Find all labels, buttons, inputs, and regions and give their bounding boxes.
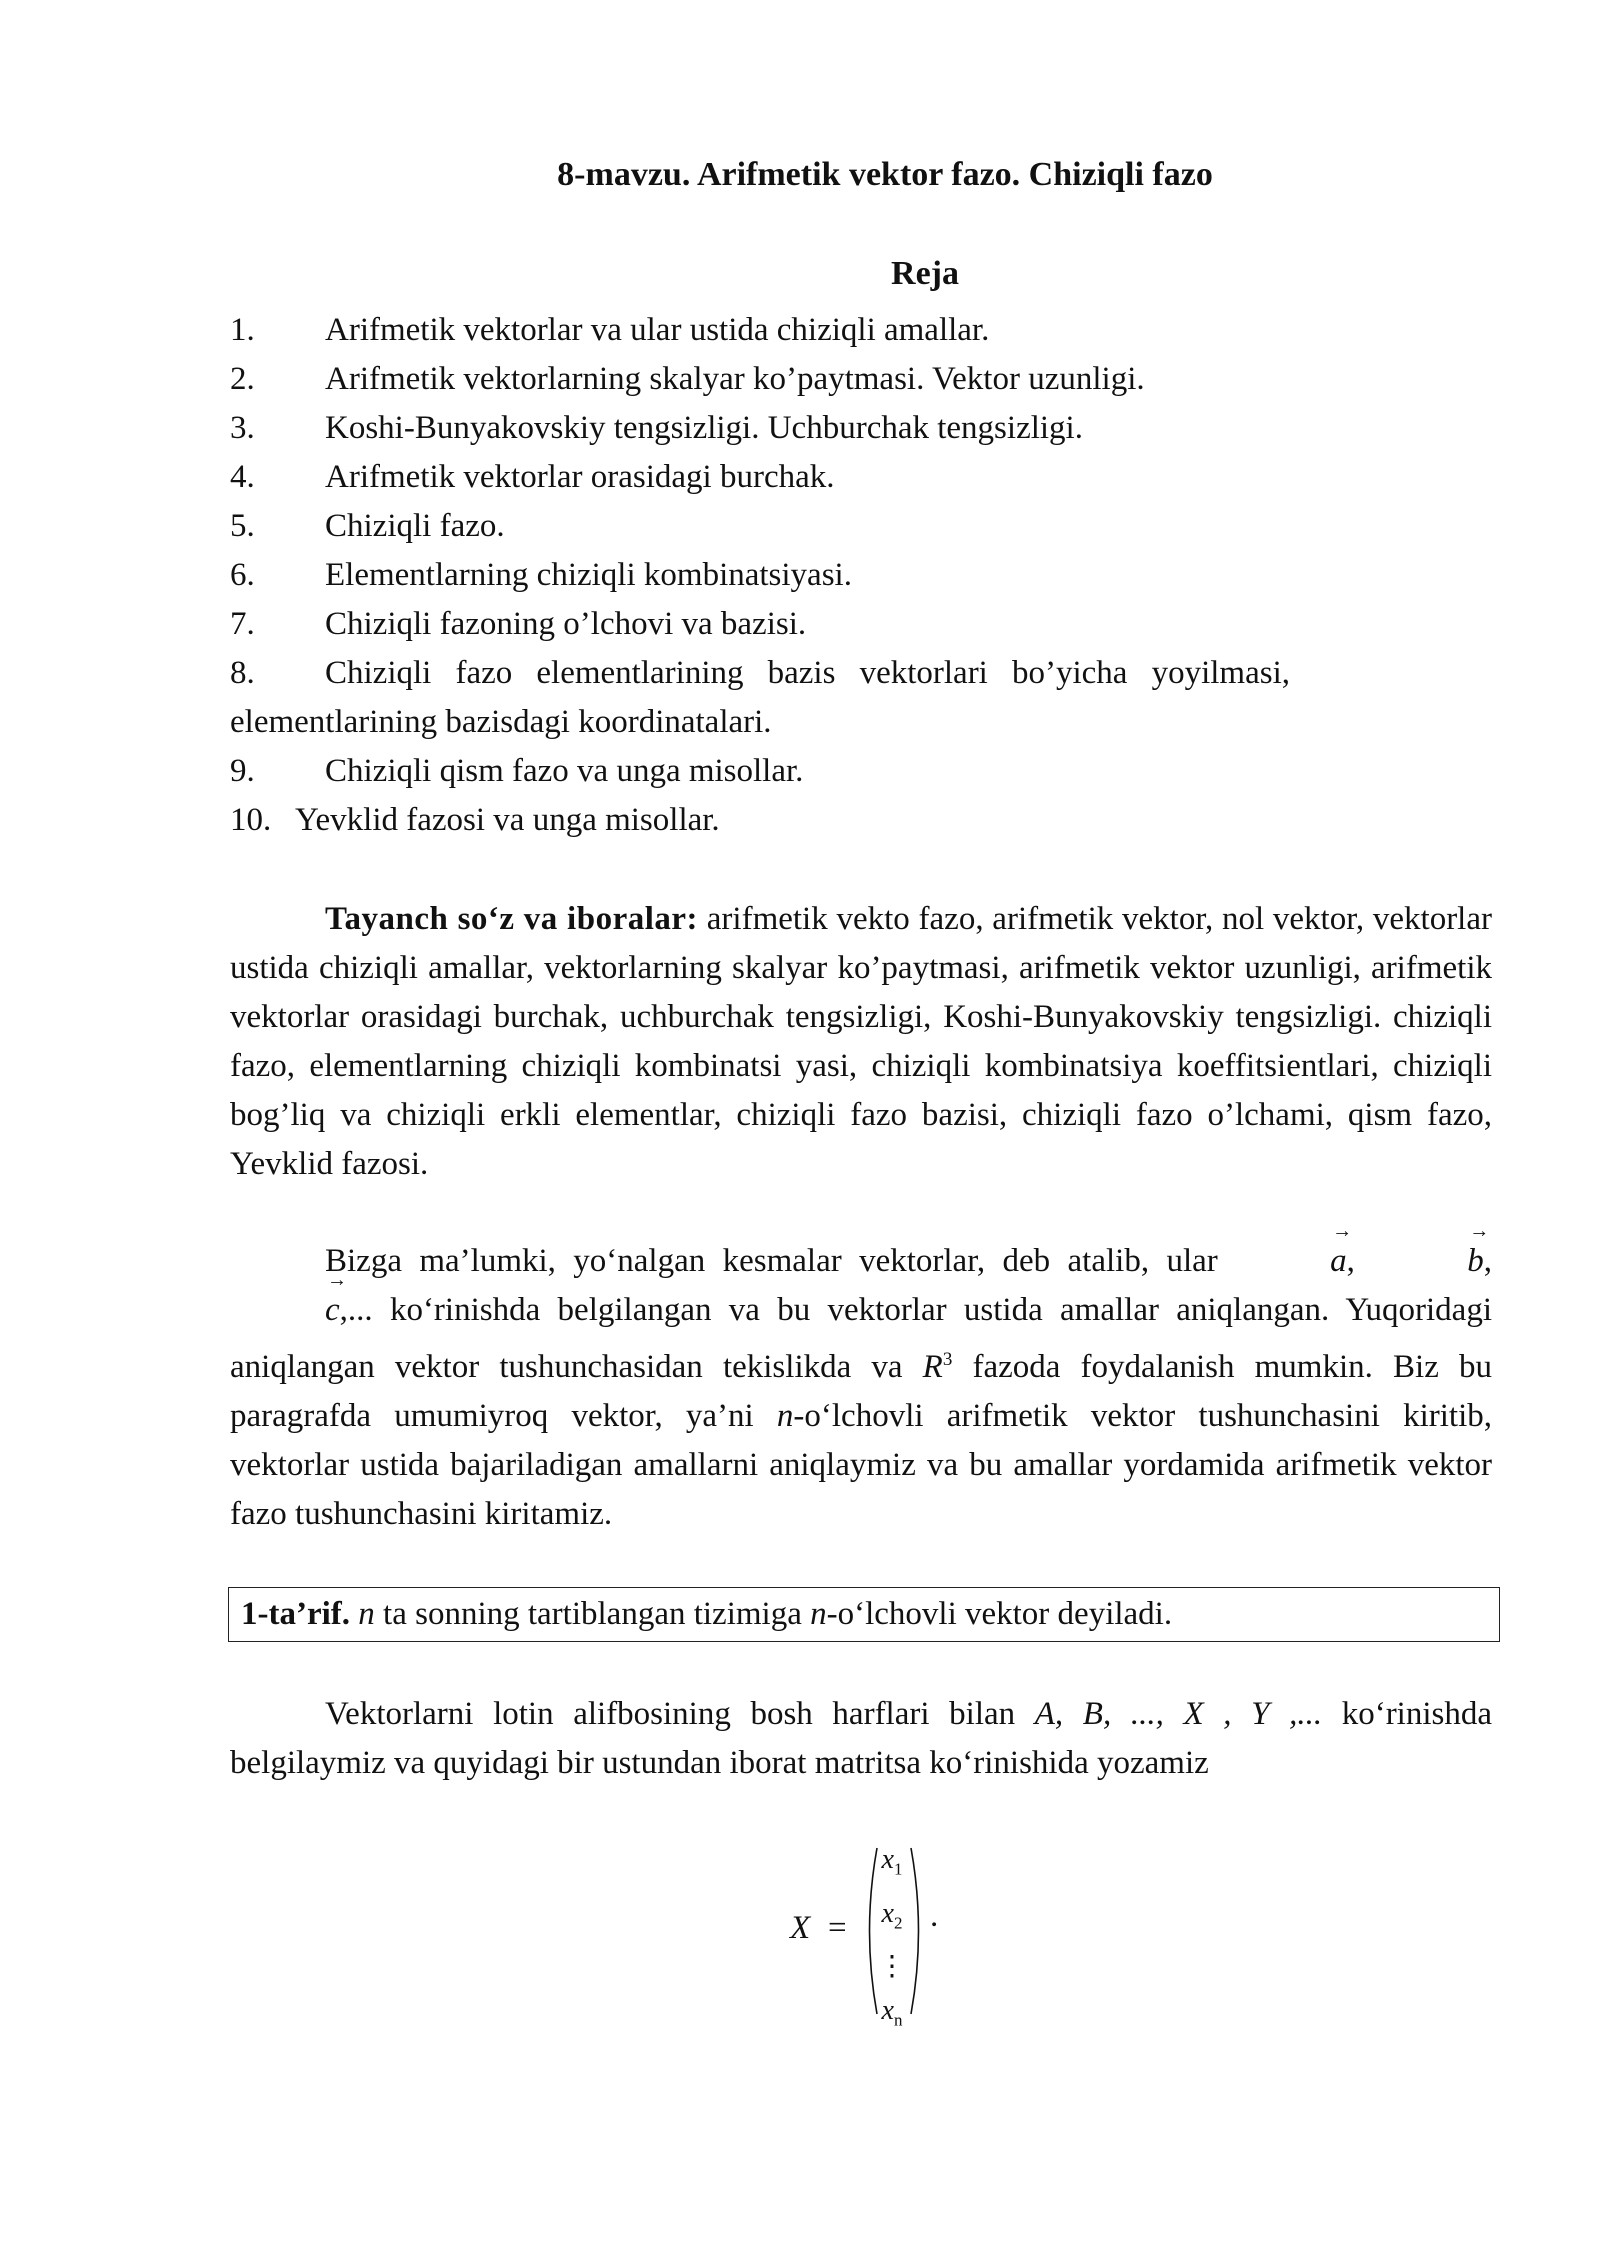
vector-a: → a bbox=[1235, 1237, 1347, 1286]
formula-period: . bbox=[930, 1898, 939, 1934]
list-item bbox=[230, 306, 1385, 355]
list-item-text: Elementlarning chiziqli kombinatsiyasi. bbox=[325, 557, 852, 593]
list-item-text: Chiziqli fazo elementlarining bazis vektorlari bo’yicha yoyilmasi, elementlarining bazisdagi koordinatalari. bbox=[230, 655, 1290, 740]
list-item bbox=[230, 600, 1385, 649]
component-index: n bbox=[893, 2010, 903, 2030]
space-symbol: R bbox=[922, 1349, 943, 1385]
list-item-number: 2. bbox=[230, 361, 255, 397]
list-item bbox=[230, 796, 1355, 845]
keywords-text: arifmetik vekto fazo, arifmetik vektor, nol vektor, vektorlar ustida chiziqli amallar, vektorlarning skalyar ko’paytmasi, arifmetik vektor uzunligi, arifmetik vektorlar orasidagi burchak, uchburchak tengsizligi, Koshi-Bunyakovskiy tengsizligi. chiziqli fazo, elementlarning chiziqli kombinatsi yasi, chiziqli kombinatsiya koeffitsientlari, chiziqli bog’liq va chiziqli erkli elementlar, chiziqli fazo bazisi, chiziqli fazo o’lchami, qism fazo, Yevklid fazosi. bbox=[230, 901, 1492, 1182]
right-parenthesis bbox=[908, 1846, 928, 2016]
notation-text-2: ko‘rinishda belgilaymiz va quyidagi bir ustundan iborat matritsa ko‘rinishida yozamiz bbox=[230, 1696, 1493, 1781]
list-item-number: 8. bbox=[230, 655, 255, 691]
document-page bbox=[230, 150, 1500, 2030]
n-symbol: n bbox=[810, 1596, 827, 1632]
list-item-text: Chiziqli fazo. bbox=[325, 508, 505, 544]
list-item bbox=[230, 551, 1385, 600]
definition-box bbox=[228, 1587, 1500, 1642]
definition-label: 1-ta’rif. bbox=[241, 1596, 351, 1632]
column-vector-formula bbox=[230, 1836, 1492, 2030]
component-symbol: x bbox=[881, 1844, 894, 1875]
intro-paragraph bbox=[230, 1237, 1492, 1539]
intro-text-3: fazoda foydalanish mumkin. Biz bu paragrafda umumiyroq vektor, ya’ni bbox=[230, 1349, 1492, 1434]
component-1 bbox=[872, 1838, 912, 1892]
list-item-text: Yevklid fazosi va unga misollar. bbox=[295, 802, 720, 838]
component-symbol: x bbox=[881, 1897, 894, 1929]
page-title: 8-mavzu. Arifmetik vektor fazo. Chiziqli fazo bbox=[557, 156, 1213, 193]
component-n bbox=[872, 1989, 912, 2043]
list-item bbox=[230, 404, 1385, 453]
notation-text-1: Vektorlarni lotin alifbosining bosh harflari bilan bbox=[325, 1696, 1035, 1732]
vertical-dots: ⋮ bbox=[878, 1951, 906, 1983]
component-index: 1 bbox=[893, 1859, 903, 1879]
list-item-number: 1. bbox=[230, 312, 255, 348]
list-item bbox=[230, 453, 1385, 502]
vector-b: → b bbox=[1372, 1237, 1484, 1286]
list-item bbox=[230, 649, 1290, 747]
n-symbol: n bbox=[358, 1596, 375, 1632]
intro-text-4: -o‘lchovli arifmetik vektor tushunchasini kiritib, vektorlar ustida bajariladigan amallarni aniqlaymiz va bu amallar yordamida arifmetik vektor fazo tushunchasini kiritamiz. bbox=[230, 1398, 1492, 1532]
plan-heading: Reja bbox=[891, 255, 959, 292]
list-item-number: 7. bbox=[230, 606, 255, 642]
component-index: 2 bbox=[893, 1913, 903, 1933]
keywords-label: Tayanch so‘z va iboralar: bbox=[325, 901, 699, 937]
definition-text-1: ta sonning tartiblangan tizimiga bbox=[374, 1596, 811, 1632]
formula-lhs: X bbox=[790, 1910, 811, 1946]
space-exponent: 3 bbox=[942, 1349, 953, 1370]
letters-sequence: A, B, ..., X , Y ,... bbox=[1034, 1696, 1323, 1732]
vector-components bbox=[872, 1838, 912, 2043]
list-item-text: Koshi-Bunyakovskiy tengsizligi. Uchburchak tengsizligi. bbox=[325, 410, 1083, 446]
list-item bbox=[230, 747, 1385, 796]
n-symbol: n bbox=[776, 1398, 794, 1434]
formula-equals: = bbox=[828, 1910, 847, 1946]
list-item-number: 10. bbox=[230, 802, 272, 838]
separator: , bbox=[1483, 1243, 1492, 1279]
list-item-number: 9. bbox=[230, 753, 255, 789]
list-item-number: 5. bbox=[230, 508, 255, 544]
list-item-number: 4. bbox=[230, 459, 255, 495]
list-item-text: Arifmetik vektorlar va ular ustida chiziqli amallar. bbox=[325, 312, 990, 348]
list-item bbox=[230, 502, 1385, 551]
component-symbol: x bbox=[881, 1995, 894, 2027]
list-item bbox=[230, 355, 1385, 404]
keywords-paragraph bbox=[230, 895, 1492, 1189]
plan-list bbox=[230, 306, 1500, 845]
intro-text-1: Bizga ma’lumki, yo‘nalgan kesmalar vektorlar, deb atalib, ular bbox=[325, 1243, 1236, 1279]
intro-text-2: ,... ko‘rinishda belgilangan va bu vektorlar ustida amallar aniqlangan. Yuqoridagi aniqlangan vektor tushunchasidan tekislikda va bbox=[230, 1292, 1492, 1385]
list-item-text: Chiziqli qism fazo va unga misollar. bbox=[325, 753, 804, 789]
notation-paragraph bbox=[230, 1690, 1492, 1788]
separator: , bbox=[1346, 1243, 1373, 1279]
list-item-number: 3. bbox=[230, 410, 255, 446]
definition-text-2: -o‘lchovli vektor deyiladi. bbox=[826, 1596, 1173, 1632]
list-item-text: Arifmetik vektorlarning skalyar ko’paytmasi. Vektor uzunligi. bbox=[325, 361, 1145, 397]
vector-c: → c bbox=[230, 1286, 340, 1335]
component-2 bbox=[872, 1892, 912, 1946]
list-item-text: Arifmetik vektorlar orasidagi burchak. bbox=[325, 459, 835, 495]
list-item-number: 6. bbox=[230, 557, 255, 593]
list-item-text: Chiziqli fazoning o’lchovi va bazisi. bbox=[325, 606, 807, 642]
